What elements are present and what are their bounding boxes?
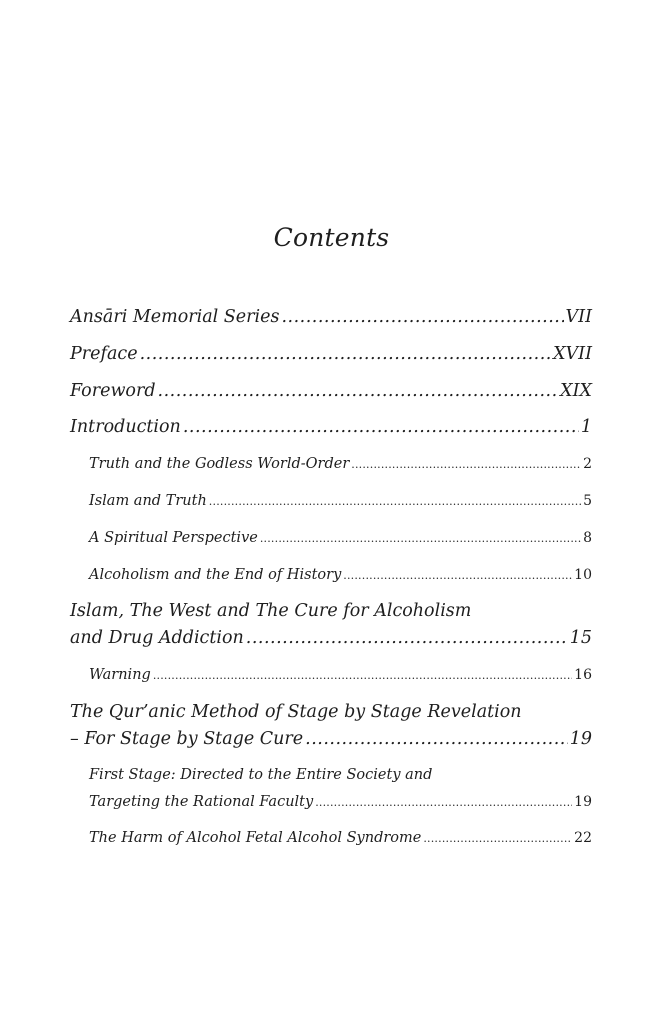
toc-entry-label: Targeting the Rational Faculty bbox=[89, 794, 314, 810]
toc-page-number: XIX bbox=[560, 381, 592, 401]
toc-page-number: 8 bbox=[583, 530, 592, 546]
toc-entry-quranic-method[interactable] bbox=[70, 726, 592, 752]
toc-entry-islam-and-truth[interactable] bbox=[89, 490, 592, 513]
dot-leader bbox=[315, 792, 572, 814]
toc-entry-label: – For Stage by Stage Cure bbox=[70, 729, 304, 749]
dot-leader bbox=[246, 625, 568, 651]
toc-entry-warning[interactable] bbox=[89, 664, 592, 687]
toc-entry-first-line[interactable]: The Qur’anic Method of Stage by Stage Revelation bbox=[70, 702, 522, 722]
toc-entry-first-stage[interactable] bbox=[89, 791, 592, 814]
toc-entry-label: Alcoholism and the End of History bbox=[89, 567, 342, 583]
toc-entry-label: Ansāri Memorial Series bbox=[70, 307, 280, 327]
toc-entry-first-line[interactable]: First Stage: Directed to the Entire Society and bbox=[89, 767, 433, 783]
dot-leader bbox=[209, 491, 581, 513]
dot-leader bbox=[351, 454, 581, 476]
toc-page-number: VII bbox=[565, 307, 592, 327]
toc-entry-first-line[interactable]: Islam, The West and The Cure for Alcoholism bbox=[70, 601, 472, 621]
toc-entry-alcoholism-end-of-history[interactable] bbox=[89, 564, 592, 587]
toc-entry-label: The Harm of Alcohol Fetal Alcohol Syndrome bbox=[89, 830, 422, 846]
toc-page-number: 10 bbox=[574, 567, 592, 583]
dot-leader bbox=[153, 665, 572, 687]
toc-entry-preface[interactable] bbox=[70, 341, 592, 367]
toc-entry-foreword[interactable] bbox=[70, 378, 592, 404]
toc-entry-label: Introduction bbox=[70, 417, 181, 437]
toc-entry-ansari-memorial-series[interactable] bbox=[70, 304, 592, 330]
dot-leader bbox=[260, 528, 581, 550]
toc-page-number: 19 bbox=[569, 729, 592, 749]
toc-entry-harm-of-alcohol[interactable] bbox=[89, 827, 592, 850]
toc-entry-label: Preface bbox=[70, 344, 138, 364]
toc-page-number: 5 bbox=[583, 493, 592, 509]
toc-entry-label: Islam and Truth bbox=[89, 493, 207, 509]
toc-entry-introduction[interactable] bbox=[70, 414, 592, 440]
dot-leader bbox=[343, 565, 572, 587]
dot-leader bbox=[305, 726, 568, 752]
toc-entry-islam-west-cure[interactable] bbox=[70, 625, 592, 651]
toc-page-number: 15 bbox=[569, 628, 592, 648]
page-title: Contents bbox=[273, 223, 390, 252]
dot-leader bbox=[140, 341, 551, 367]
toc-entry-label: A Spiritual Perspective bbox=[89, 530, 258, 546]
toc-entry-truth-godless-world-order[interactable] bbox=[89, 453, 592, 476]
dot-leader bbox=[423, 828, 572, 850]
dot-leader bbox=[158, 378, 559, 404]
toc-page-number: XVII bbox=[553, 344, 592, 364]
toc-entry-label: Foreword bbox=[70, 381, 156, 401]
toc-page-number: 16 bbox=[574, 667, 592, 683]
toc-entry-label: and Drug Addiction bbox=[70, 628, 244, 648]
toc-entry-label: Warning bbox=[89, 667, 151, 683]
toc-page-number: 22 bbox=[574, 830, 592, 846]
toc-page-number: 1 bbox=[580, 417, 592, 437]
toc-entry-label: Truth and the Godless World-Order bbox=[89, 456, 350, 472]
toc-page-number: 19 bbox=[574, 794, 592, 810]
dot-leader bbox=[281, 304, 563, 330]
toc-page-number: 2 bbox=[583, 456, 592, 472]
dot-leader bbox=[183, 414, 579, 440]
toc-entry-spiritual-perspective[interactable] bbox=[89, 527, 592, 550]
